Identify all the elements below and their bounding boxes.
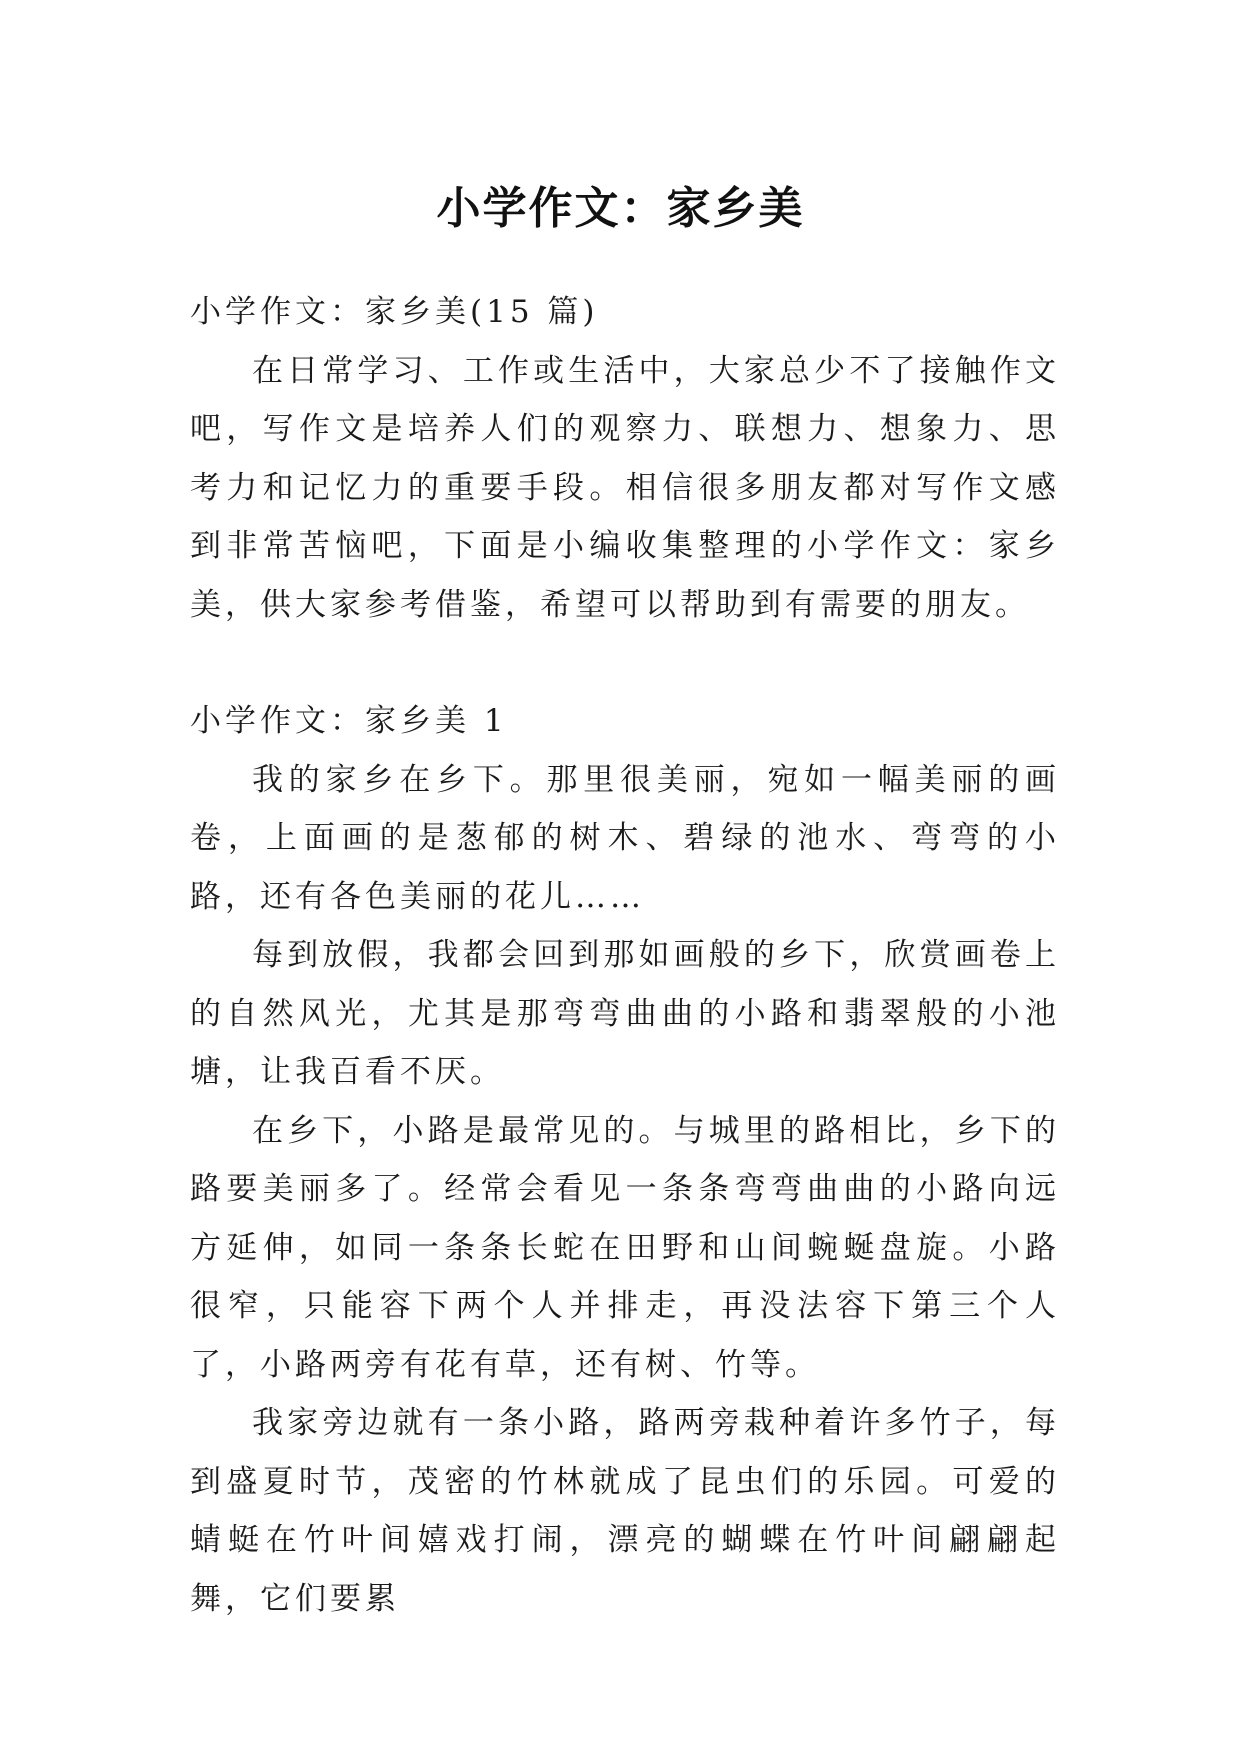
- intro-paragraph: 在日常学习、工作或生活中，大家总少不了接触作文吧，写作文是培养人们的观察力、联想力、想象力、思考力和记忆力的重要手段。相信很多朋友都对写作文感到非常苦恼吧，下面是小编收集整理的小学作文：家乡美，供大家参考借鉴，希望可以帮助到有需要的朋友。: [190, 352, 1060, 623]
- page-title: 小学作文：家乡美: [436, 183, 805, 235]
- document-body: [190, 283, 1060, 1628]
- section-spacer: [190, 634, 1060, 692]
- section-paragraph: 我家旁边就有一条小路，路两旁栽种着许多竹子，每到盛夏时节，茂密的竹林就成了昆虫们的乐园。可爱的蜻蜓在竹叶间嬉戏打闹，漂亮的蝴蝶在竹叶间翩翩起舞，它们要累: [190, 1405, 1060, 1617]
- section-paragraph: 我的家乡在乡下。那里很美丽，宛如一幅美丽的画卷，上面画的是葱郁的树木、碧绿的池水、弯弯的小路，还有各色美丽的花儿……: [190, 761, 1060, 915]
- section-heading: 小学作文：家乡美 1: [190, 703, 508, 739]
- section-paragraph: 每到放假，我都会回到那如画般的乡下，欣赏画卷上的自然风光，尤其是那弯弯曲曲的小路和翡翠般的小池塘，让我百看不厌。: [190, 937, 1060, 1090]
- intro-heading: 小学作文：家乡美(15 篇): [190, 294, 599, 330]
- section-paragraph: 在乡下，小路是最常见的。与城里的路相比，乡下的路要美丽多了。经常会看见一条条弯弯曲曲的小路向远方延伸，如同一条条长蛇在田野和山间蜿蜒盘旋。小路很窄，只能容下两个人并排走，再没法容下第三个人了，小路两旁有花有草，还有树、竹等。: [190, 1112, 1060, 1383]
